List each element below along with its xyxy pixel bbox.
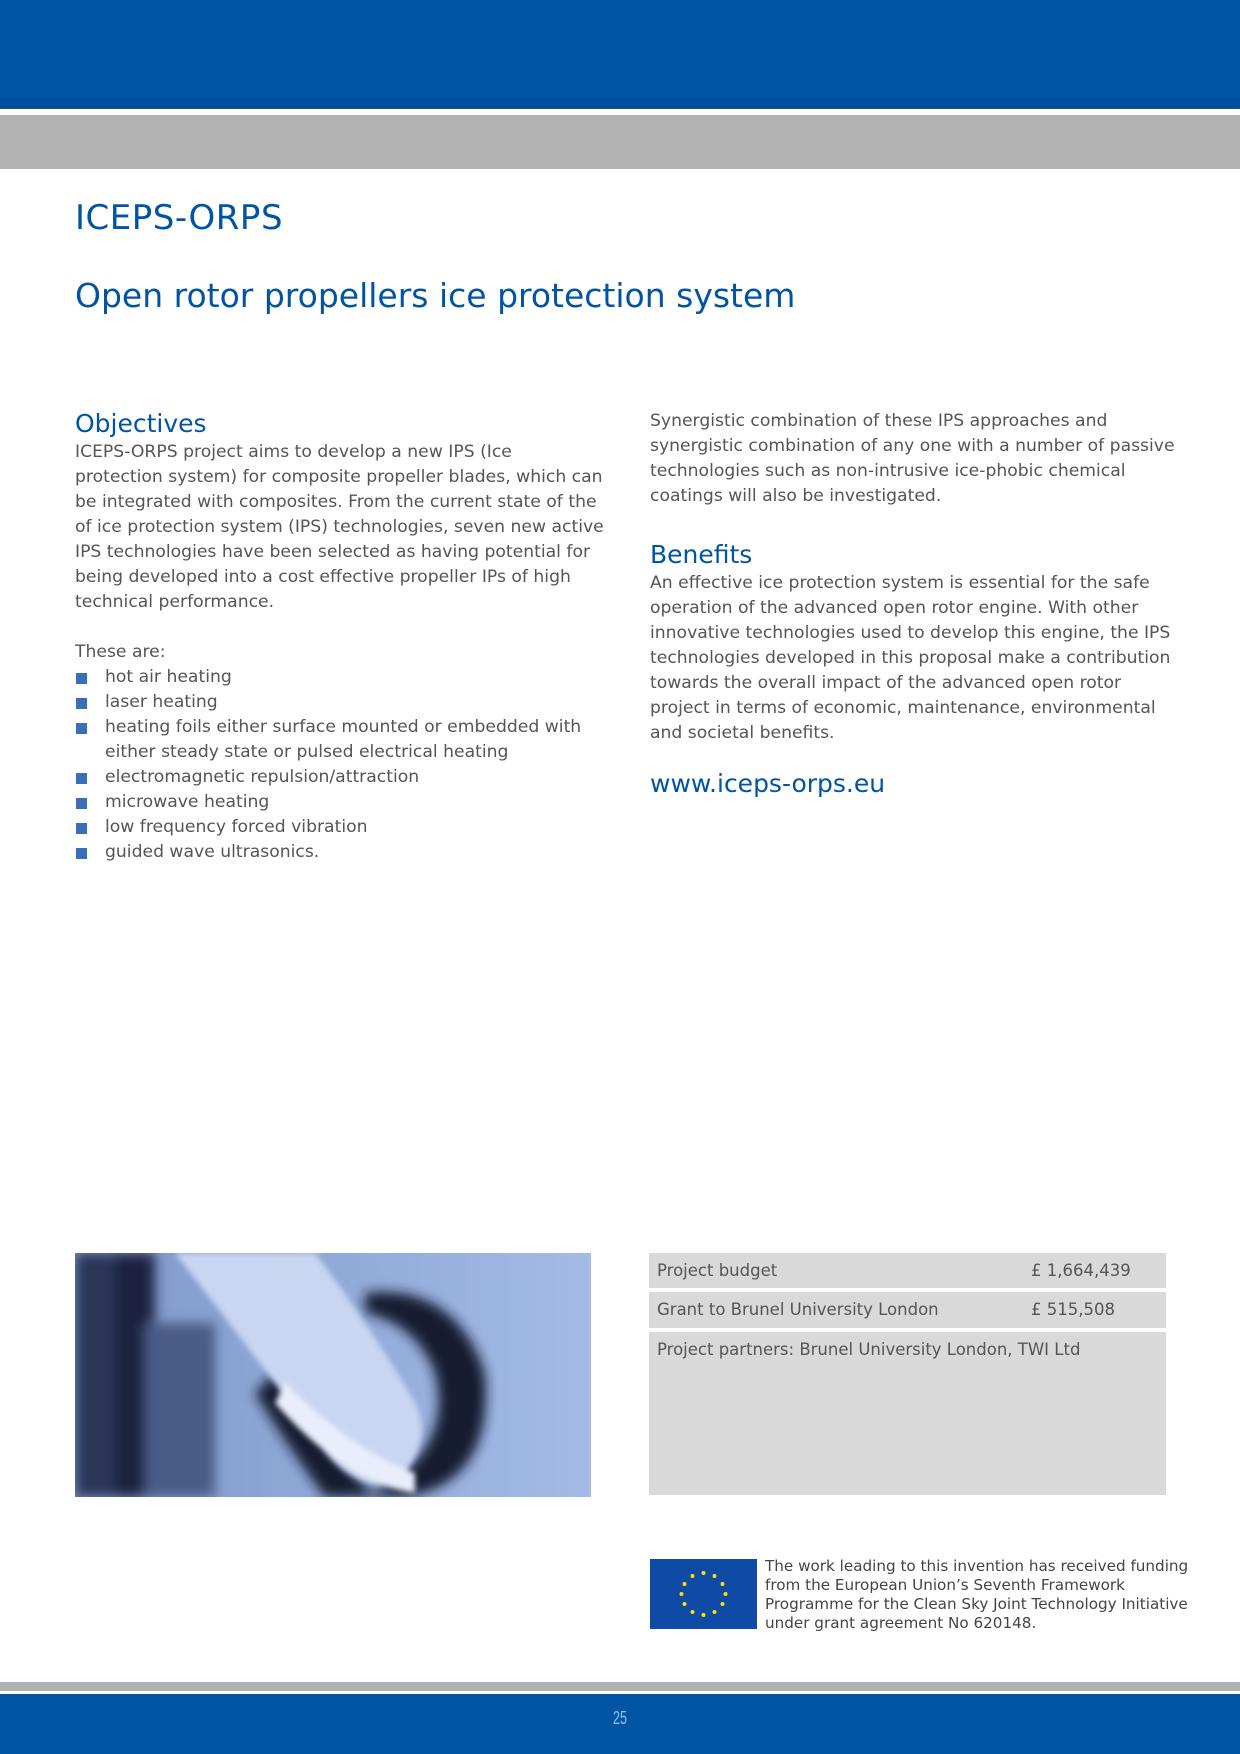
synergy-paragraph: Synergistic combination of these IPS approaches and synergistic combination of any one with a number of passive technologies such as non-intrusive ice-phobic chemical coatings will also be investigated. [650, 411, 1175, 506]
funding-acknowledgement: The work leading to this invention has received funding from the European Union’s Seventh Framework Programme for the Clean Sky Joint Technology Initiative under grant agreement No 620148. [765, 1557, 1189, 1632]
list-item: electromagnetic repulsion/attraction [75, 765, 605, 790]
square-bullet-icon [76, 723, 87, 734]
header-band-edge [0, 98, 1240, 109]
header-gray-bar [0, 115, 1240, 169]
list-item: guided wave ultrasonics. [75, 840, 605, 865]
left-column [75, 408, 605, 865]
benefits-heading: Benefits [650, 540, 753, 569]
square-bullet-icon [76, 823, 87, 834]
list-item: hot air heating [75, 665, 605, 690]
list-item: heating foils either surface mounted or embedded with either steady state or pulsed electrical heating [75, 715, 605, 765]
square-bullet-icon [76, 798, 87, 809]
footer-gray-bar [0, 1682, 1240, 1691]
budget-row [649, 1253, 1166, 1288]
objectives-heading: Objectives [75, 409, 207, 438]
page-title: ICEPS-ORPS [75, 198, 284, 238]
list-item: microwave heating [75, 790, 605, 815]
propeller-ice-photo [75, 1253, 591, 1497]
square-bullet-icon [76, 673, 87, 684]
list-intro: These are: [75, 642, 166, 662]
list-item: low frequency forced vibration [75, 815, 605, 840]
square-bullet-icon [76, 773, 87, 784]
budget-label: Project budget [657, 1261, 778, 1280]
partners-text: Project partners: Brunel University London, TWI Ltd [657, 1340, 1081, 1359]
photo-illustration [75, 1253, 591, 1497]
square-bullet-icon [76, 848, 87, 859]
grant-row [649, 1292, 1166, 1328]
grant-value: £ 515,508 [1031, 1300, 1115, 1319]
eu-flag-icon [650, 1559, 757, 1629]
benefits-paragraph: An effective ice protection system is essential for the safe operation of the advanced open rotor engine. With other innovative technologies used to develop this engine, the IPS technologies developed in this proposal make a contribution towards the overall impact of the advanced open rotor project in terms of economic, maintenance, environmental and societal benefits. [650, 573, 1171, 743]
list-item: laser heating [75, 690, 605, 715]
website-link[interactable]: www.iceps-orps.eu [650, 769, 886, 798]
partners-box [649, 1332, 1166, 1495]
page-subtitle: Open rotor propellers ice protection system [75, 276, 796, 315]
technology-list [75, 665, 605, 865]
budget-value: £ 1,664,439 [1031, 1261, 1131, 1280]
objectives-paragraph: ICEPS-ORPS project aims to develop a new IPS (Ice protection system) for composite propeller blades, which can be integrated with composites. From the current state of the of ice protection system (IPS) technologies, seven new active IPS technologies have been selected as having potential for being developed into a cost effective propeller IPs of high technical performance. [75, 442, 604, 612]
square-bullet-icon [76, 698, 87, 709]
page-number: 25 [612, 1708, 628, 1728]
right-column [650, 409, 1180, 800]
header-band [0, 0, 1240, 108]
grant-label: Grant to Brunel University London [657, 1300, 939, 1319]
